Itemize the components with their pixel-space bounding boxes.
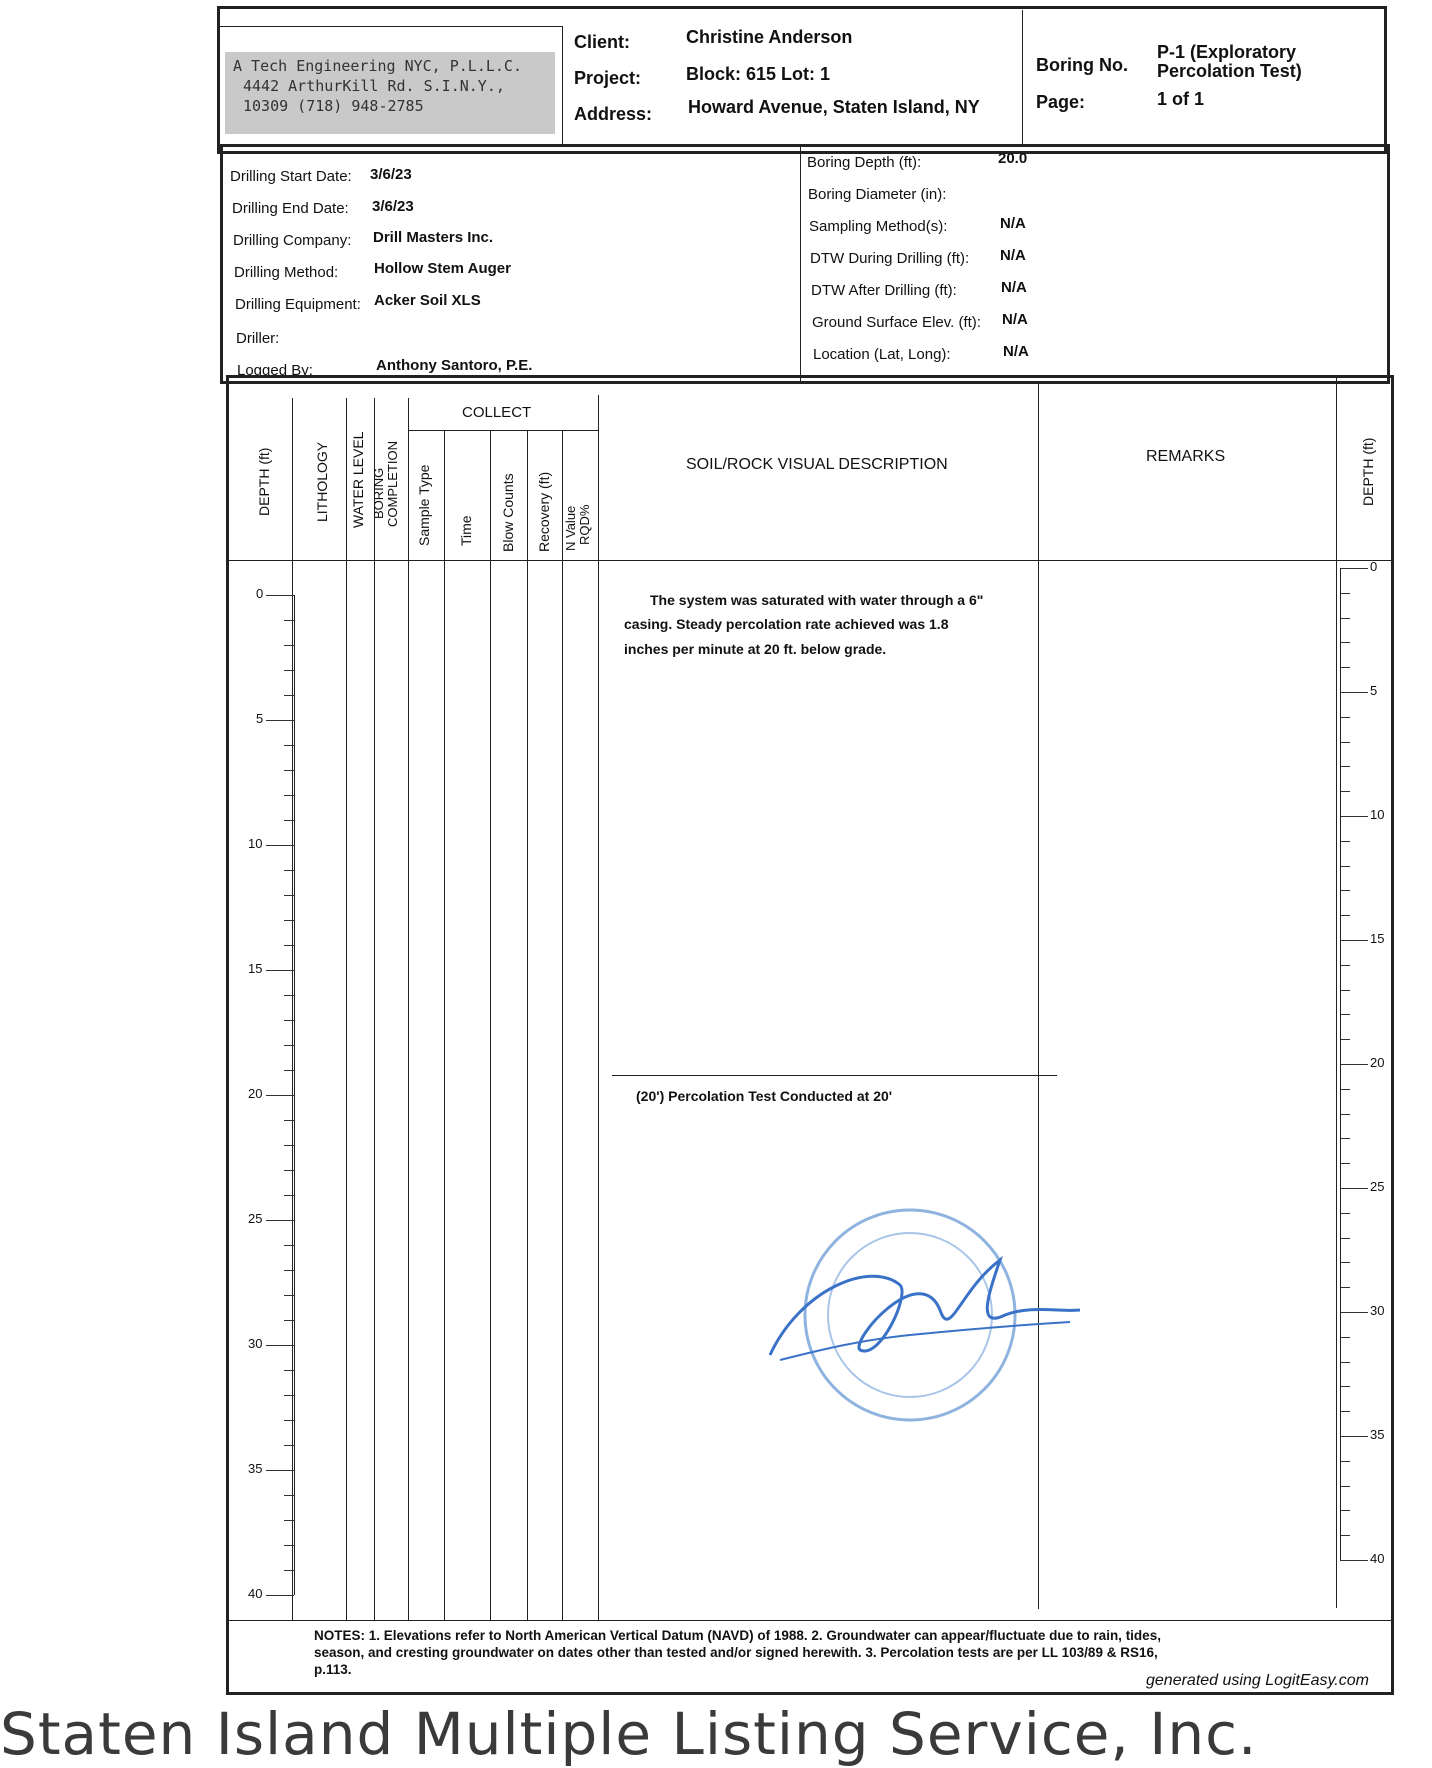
depth-minor-tick	[1340, 841, 1350, 842]
depth-label: 0	[256, 586, 264, 601]
address-value: Howard Avenue, Staten Island, NY	[688, 97, 980, 117]
depth-major-tick	[266, 845, 294, 846]
col-divider	[1336, 378, 1337, 1608]
depth-minor-tick	[1340, 1089, 1350, 1090]
depth-minor-tick	[1340, 642, 1350, 643]
depth-minor-tick	[1340, 1213, 1350, 1214]
boring-depth-label: Boring Depth (ft):	[807, 154, 922, 171]
dtw-after-label: DTW After Drilling (ft):	[811, 282, 957, 299]
project-label: Project:	[574, 68, 642, 88]
time-header: Time	[458, 515, 474, 546]
depth-minor-tick	[1340, 1337, 1350, 1338]
depth-minor-tick	[284, 870, 294, 871]
depth-minor-tick	[284, 670, 294, 671]
col-divider	[562, 430, 563, 1620]
depth-minor-tick	[1340, 667, 1350, 668]
header-divider	[562, 26, 563, 144]
depth-minor-tick	[284, 770, 294, 771]
logged-by-label: Logged By:	[237, 362, 313, 379]
depth-minor-tick	[284, 1445, 294, 1446]
depth-minor-tick	[1340, 1411, 1350, 1412]
depth-label: 15	[1370, 931, 1385, 946]
depth-minor-tick	[284, 1520, 294, 1521]
boring-completion-header-2: COMPLETION	[385, 441, 400, 527]
depth-minor-tick	[1340, 1386, 1350, 1387]
depth-label: 5	[1370, 683, 1378, 698]
address-label: Address:	[574, 104, 653, 124]
depth-major-tick	[266, 595, 294, 596]
depth-minor-tick	[284, 1420, 294, 1421]
blow-counts-header: Blow Counts	[500, 473, 516, 552]
end-date-value: 3/6/23	[372, 198, 414, 215]
header-divider	[1022, 10, 1023, 146]
depth-minor-tick	[284, 1545, 294, 1546]
log-table-frame	[226, 375, 1394, 1695]
n-value-header-1: N Value	[563, 505, 578, 551]
collect-header: COLLECT	[462, 404, 532, 421]
depth-major-tick	[1340, 568, 1368, 569]
depth-minor-tick	[284, 745, 294, 746]
depth-minor-tick	[1340, 1262, 1350, 1263]
location-value: N/A	[1003, 343, 1029, 360]
depth-label: 30	[1370, 1303, 1385, 1318]
depth-minor-tick	[1340, 890, 1350, 891]
col-divider	[346, 398, 347, 1620]
depth-minor-tick	[1340, 915, 1350, 916]
depth-label: 5	[256, 711, 264, 726]
start-date-label: Drilling Start Date:	[230, 168, 352, 185]
company-name: A Tech Engineering NYC, P.L.L.C.	[233, 57, 522, 75]
boring-no-label: Boring No.	[1036, 55, 1128, 75]
depth-label: 25	[1370, 1179, 1385, 1194]
depth-minor-tick	[1340, 1510, 1350, 1511]
notes-line-1: NOTES: 1. Elevations refer to North American Vertical Datum (NAVD) of 1988. 2. Groundwater can appear/fluctuate due to rain, tides,	[314, 1628, 1161, 1643]
drilling-equipment-value: Acker Soil XLS	[374, 292, 481, 309]
dtw-during-label: DTW During Drilling (ft):	[810, 250, 970, 267]
company-zip-phone: 10309 (718) 948-2785	[243, 97, 424, 115]
page-label: Page:	[1036, 92, 1086, 112]
description-entry-1-line-1: The system was saturated with water through a 6"	[650, 592, 984, 608]
col-divider	[444, 430, 445, 1620]
depth-header: DEPTH (ft)	[256, 447, 272, 516]
depth-major-tick	[1340, 1064, 1368, 1065]
dtw-after-value: N/A	[1001, 279, 1027, 296]
depth-major-tick	[266, 1095, 294, 1096]
boring-diameter-label: Boring Diameter (in):	[808, 186, 947, 203]
header-divider	[220, 26, 562, 27]
n-value-header-2: RQD%	[577, 504, 592, 545]
depth-minor-tick	[284, 1245, 294, 1246]
description-entry-1-line-2: casing. Steady percolation rate achieved was 1.8	[624, 616, 949, 632]
depth-major-tick	[1340, 940, 1368, 941]
project-value: Block: 615 Lot: 1	[686, 64, 831, 84]
drilling-method-value: Hollow Stem Auger	[374, 260, 511, 277]
depth-label: 40	[1370, 1551, 1385, 1566]
depth-major-tick	[266, 1220, 294, 1221]
drilling-method-label: Drilling Method:	[234, 264, 339, 281]
drilling-company-value: Drill Masters Inc.	[373, 229, 494, 246]
log-header-divider	[228, 560, 1392, 561]
ground-elev-value: N/A	[1002, 311, 1028, 328]
sample-type-header: Sample Type	[416, 464, 432, 546]
end-date-label: Drilling End Date:	[232, 200, 349, 217]
depth-minor-tick	[1340, 1138, 1350, 1139]
depth-minor-tick	[1340, 1535, 1350, 1536]
depth-minor-tick	[1340, 618, 1350, 619]
depth-minor-tick	[1340, 1362, 1350, 1363]
depth-minor-tick	[1340, 990, 1350, 991]
notes-line-3: p.113.	[314, 1662, 352, 1677]
depth-minor-tick	[1340, 1287, 1350, 1288]
start-date-value: 3/6/23	[370, 166, 412, 183]
depth-label: 10	[1370, 807, 1385, 822]
location-label: Location (Lat, Long):	[813, 346, 951, 363]
collect-divider	[408, 430, 598, 431]
depth-major-tick	[1340, 692, 1368, 693]
depth-minor-tick	[284, 920, 294, 921]
depth-minor-tick	[1340, 1238, 1350, 1239]
depth-major-tick	[266, 1345, 294, 1346]
depth-label: 0	[1370, 559, 1378, 574]
depth-minor-tick	[1340, 766, 1350, 767]
depth-minor-tick	[284, 1170, 294, 1171]
engineer-seal	[760, 1200, 1080, 1440]
sampling-method-label: Sampling Method(s):	[809, 218, 948, 235]
depth-minor-tick	[284, 795, 294, 796]
depth-major-tick	[1340, 1188, 1368, 1189]
depth-major-tick	[1340, 1560, 1368, 1561]
info-divider	[800, 146, 801, 382]
depth-minor-tick	[1340, 866, 1350, 867]
depth-minor-tick	[284, 1070, 294, 1071]
depth-label: 15	[248, 961, 263, 976]
log-notes-divider	[228, 1620, 1392, 1621]
depth-label: 40	[248, 1586, 263, 1601]
depth-minor-tick	[284, 820, 294, 821]
logged-by-value: Anthony Santoro, P.E.	[376, 357, 533, 374]
depth-minor-tick	[284, 1495, 294, 1496]
recovery-header: Recovery (ft)	[536, 471, 552, 552]
depth-minor-tick	[284, 1370, 294, 1371]
depth-minor-tick	[1340, 1039, 1350, 1040]
water-level-header: WATER LEVEL	[350, 431, 366, 528]
description-header: SOIL/ROCK VISUAL DESCRIPTION	[686, 456, 948, 473]
depth-minor-tick	[284, 1145, 294, 1146]
depth-minor-tick	[1340, 1163, 1350, 1164]
depth-minor-tick	[1340, 717, 1350, 718]
depth-major-tick	[1340, 1312, 1368, 1313]
ground-elev-label: Ground Surface Elev. (ft):	[812, 314, 981, 331]
depth-minor-tick	[1340, 1114, 1350, 1115]
depth-minor-tick	[1340, 1486, 1350, 1487]
depth-label: 20	[248, 1086, 263, 1101]
footer-brand: Staten Island Multiple Listing Service, Inc.	[0, 1700, 1258, 1768]
sampling-method-value: N/A	[1000, 215, 1026, 232]
company-stamp	[225, 52, 555, 134]
page-value: 1 of 1	[1157, 89, 1205, 109]
depth-right-header: DEPTH (ft)	[1360, 437, 1376, 506]
depth-major-tick	[266, 970, 294, 971]
depth-label: 25	[248, 1211, 263, 1226]
driller-label: Driller:	[236, 330, 280, 347]
col-divider	[374, 398, 375, 1620]
col-divider	[292, 398, 293, 1620]
boring-no-value-2: Percolation Test)	[1157, 61, 1302, 81]
dtw-during-value: N/A	[1000, 247, 1026, 264]
depth-major-tick	[1340, 1436, 1368, 1437]
depth-label: 10	[248, 836, 263, 851]
remarks-header: REMARKS	[1146, 448, 1226, 465]
depth-major-tick	[266, 1470, 294, 1471]
depth-minor-tick	[284, 1120, 294, 1121]
description-entry-2: (20') Percolation Test Conducted at 20'	[636, 1088, 893, 1104]
drilling-company-label: Drilling Company:	[233, 232, 352, 249]
boring-no-value-1: P-1 (Exploratory	[1157, 42, 1297, 62]
depth-major-tick	[1340, 816, 1368, 817]
depth-minor-tick	[284, 1570, 294, 1571]
depth-major-tick	[266, 720, 294, 721]
depth-minor-tick	[284, 895, 294, 896]
depth-minor-tick	[1340, 965, 1350, 966]
boring-completion-header-1: BORING	[371, 467, 386, 519]
depth-minor-tick	[284, 620, 294, 621]
depth-minor-tick	[1340, 593, 1350, 594]
description-divider	[612, 1075, 1057, 1076]
depth-minor-tick	[284, 1295, 294, 1296]
depth-minor-tick	[1340, 1461, 1350, 1462]
drilling-equipment-label: Drilling Equipment:	[235, 296, 361, 313]
depth-minor-tick	[284, 1320, 294, 1321]
col-divider	[527, 430, 528, 1620]
depth-minor-tick	[284, 695, 294, 696]
depth-axis-line	[1340, 568, 1341, 1560]
company-street: 4442 ArthurKill Rd. S.I.N.Y.,	[243, 77, 505, 95]
lithology-header: LITHOLOGY	[314, 441, 330, 522]
generated-by: generated using LogitEasy.com	[1146, 1672, 1369, 1689]
boring-depth-value: 20.0	[998, 150, 1028, 167]
depth-minor-tick	[284, 645, 294, 646]
depth-minor-tick	[284, 1045, 294, 1046]
col-divider	[598, 395, 599, 1620]
depth-minor-tick	[284, 1020, 294, 1021]
client-label: Client:	[574, 32, 630, 52]
depth-label: 30	[248, 1336, 263, 1351]
col-divider	[490, 430, 491, 1620]
depth-minor-tick	[284, 1395, 294, 1396]
depth-minor-tick	[1340, 791, 1350, 792]
depth-minor-tick	[284, 995, 294, 996]
depth-minor-tick	[1340, 742, 1350, 743]
depth-minor-tick	[284, 945, 294, 946]
description-entry-1-line-3: inches per minute at 20 ft. below grade.	[624, 641, 887, 657]
depth-label: 20	[1370, 1055, 1385, 1070]
depth-major-tick	[266, 1595, 294, 1596]
depth-label: 35	[248, 1461, 263, 1476]
depth-minor-tick	[284, 1195, 294, 1196]
col-divider	[408, 398, 409, 1620]
depth-label: 35	[1370, 1427, 1385, 1442]
depth-minor-tick	[1340, 1014, 1350, 1015]
depth-minor-tick	[284, 1270, 294, 1271]
depth-axis-line	[294, 595, 295, 1595]
notes-line-2: season, and cresting groundwater on dates other than tested and/or signed herewith. 3. Percolation tests are per LL 103/89 & RS16,	[314, 1645, 1158, 1660]
client-value: Christine Anderson	[686, 27, 853, 47]
